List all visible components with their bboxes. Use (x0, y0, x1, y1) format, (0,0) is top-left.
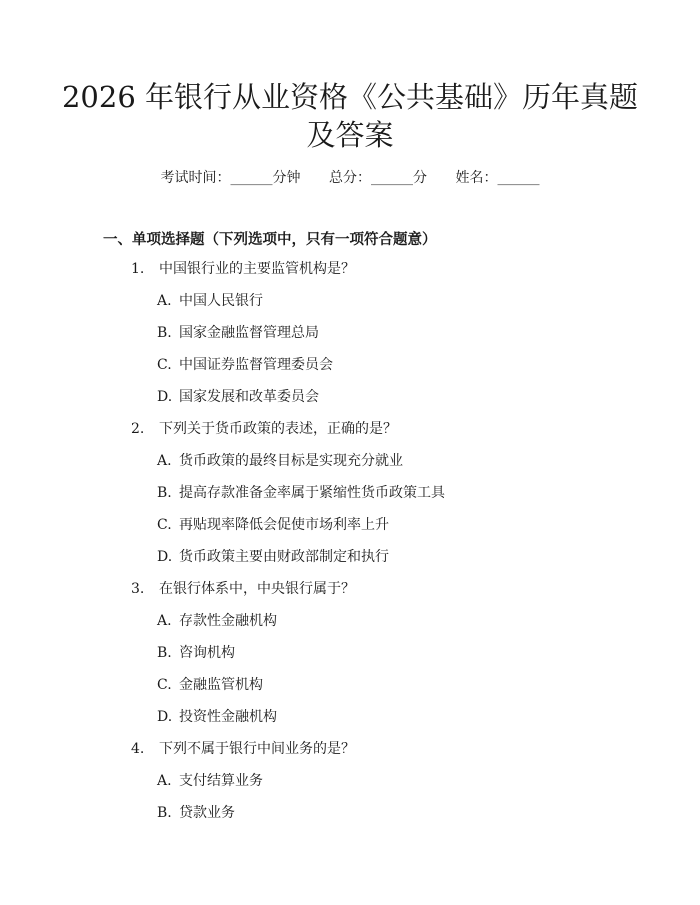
question-1 (131, 259, 355, 279)
question-2-option-d (157, 547, 389, 567)
option-letter: A. (157, 613, 172, 629)
question-1-option-c (157, 355, 333, 375)
option-text: 咨询机构 (179, 645, 235, 661)
option-letter: D. (157, 709, 173, 725)
question-2-option-b (157, 483, 445, 503)
section-title: 一、单项选择题（下列选项中，只有一项符合题意） (103, 231, 437, 248)
document-title (60, 78, 640, 154)
question-3-option-b (157, 643, 235, 663)
question-1-option-d (157, 387, 319, 407)
option-text: 投资性金融机构 (179, 709, 277, 725)
total-score-field: 总分：______分 (329, 170, 427, 186)
question-text: 在银行体系中，中央银行属于？ (159, 581, 355, 597)
question-text: 中国银行业的主要监管机构是？ (159, 261, 355, 277)
option-text: 国家发展和改革委员会 (179, 389, 319, 405)
question-number: 2. (131, 421, 145, 437)
exam-time-field: 考试时间：______分钟 (160, 170, 301, 186)
option-text: 金融监管机构 (179, 677, 263, 693)
option-letter: A. (157, 293, 172, 309)
option-letter: D. (157, 549, 173, 565)
question-3 (131, 579, 355, 599)
question-text: 下列关于货币政策的表述，正确的是？ (159, 421, 397, 437)
question-4 (131, 739, 355, 759)
option-text: 货币政策主要由财政部制定和执行 (179, 549, 389, 565)
question-4-option-b (157, 803, 235, 823)
title-line-2: 及答案 (306, 118, 394, 152)
option-letter: A. (157, 773, 172, 789)
question-2 (131, 419, 397, 439)
option-text: 中国人民银行 (179, 293, 263, 309)
question-3-option-a (157, 611, 277, 631)
option-text: 中国证券监督管理委员会 (179, 357, 333, 373)
question-2-option-a (157, 451, 403, 471)
option-text: 国家金融监督管理总局 (179, 325, 319, 341)
option-letter: A. (157, 453, 172, 469)
option-letter: C. (157, 677, 172, 693)
name-field: 姓名：______ (455, 170, 540, 186)
option-letter: B. (157, 645, 172, 661)
question-number: 3. (131, 581, 145, 597)
question-3-option-c (157, 675, 263, 695)
option-letter: B. (157, 485, 172, 501)
title-line-1: 2026 年银行从业资格《公共基础》历年真题 (61, 80, 639, 114)
question-3-option-d (157, 707, 277, 727)
option-letter: C. (157, 357, 172, 373)
question-4-option-a (157, 771, 263, 791)
question-1-option-b (157, 323, 319, 343)
exam-meta (0, 168, 700, 188)
option-text: 提高存款准备金率属于紧缩性货币政策工具 (179, 485, 445, 501)
option-letter: B. (157, 325, 172, 341)
option-text: 贷款业务 (179, 805, 235, 821)
option-letter: C. (157, 517, 172, 533)
question-text: 下列不属于银行中间业务的是？ (159, 741, 355, 757)
option-text: 存款性金融机构 (179, 613, 277, 629)
question-number: 4. (131, 741, 145, 757)
option-letter: B. (157, 805, 172, 821)
question-2-option-c (157, 515, 389, 535)
option-letter: D. (157, 389, 173, 405)
option-text: 再贴现率降低会促使市场利率上升 (179, 517, 389, 533)
question-1-option-a (157, 291, 263, 311)
option-text: 货币政策的最终目标是实现充分就业 (179, 453, 403, 469)
option-text: 支付结算业务 (179, 773, 263, 789)
question-number: 1. (131, 261, 145, 277)
